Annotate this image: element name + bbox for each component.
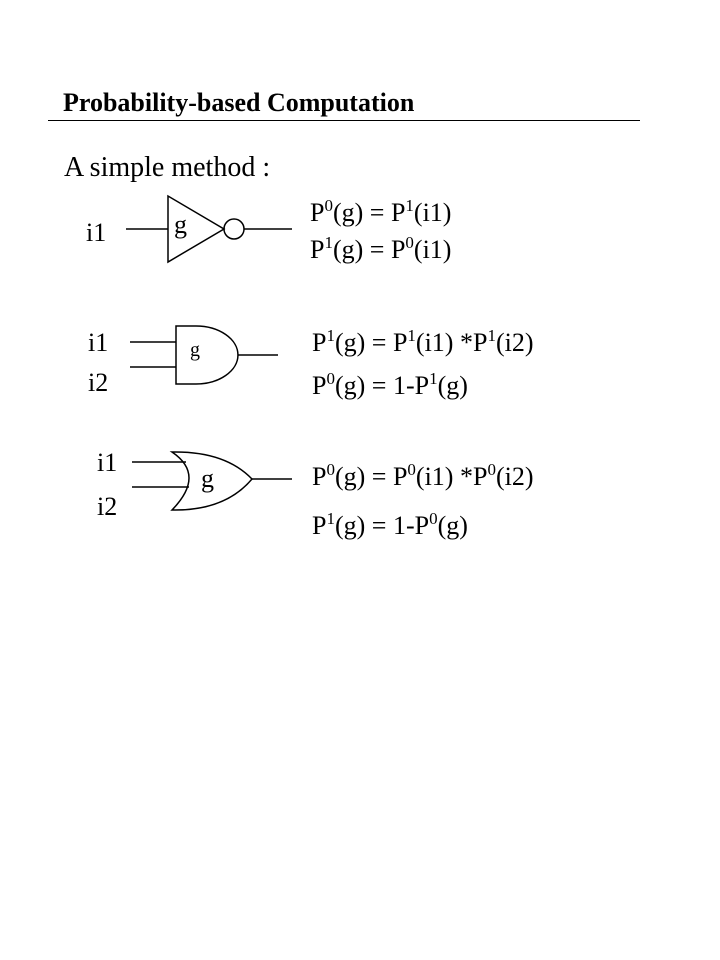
eq-term: P — [390, 198, 406, 227]
eq-superscript: 1 — [429, 369, 438, 388]
subtitle: A simple method : — [64, 152, 271, 183]
and-gate-equation-1 — [312, 326, 534, 357]
eq-term: (i1) — [413, 198, 452, 227]
eq-term: P — [472, 328, 488, 357]
eq-superscript: 0 — [429, 509, 438, 528]
not-gate-label: g — [174, 210, 187, 239]
eq-term: P — [312, 328, 327, 357]
eq-superscript: 1 — [326, 326, 335, 345]
and-gate-input2-label: i2 — [88, 368, 109, 397]
eq-term: P — [312, 371, 327, 400]
and-gate-equation-2 — [312, 369, 468, 400]
page-title: Probability-based Computation — [63, 88, 415, 117]
eq-term: P — [414, 511, 430, 540]
eq-superscript: 0 — [326, 460, 335, 479]
eq-superscript: 0 — [324, 196, 333, 215]
eq-term: P — [310, 198, 325, 227]
eq-superscript: 1 — [407, 326, 416, 345]
eq-superscript: 1 — [487, 326, 496, 345]
eq-term: (i2) — [495, 462, 534, 491]
eq-superscript: 1 — [326, 509, 335, 528]
eq-term: (g) = — [332, 235, 385, 264]
eq-superscript: 0 — [407, 460, 416, 479]
eq-superscript: 0 — [405, 233, 414, 252]
eq-term: (i2) — [495, 328, 534, 357]
eq-term: P — [414, 371, 430, 400]
not-gate-equation-2 — [310, 233, 452, 264]
eq-term: P — [392, 328, 408, 357]
not-gate — [126, 196, 292, 262]
and-gate-label: g — [190, 339, 200, 361]
or-gate-input2-label: i2 — [97, 492, 118, 521]
eq-term: (i1) — [413, 235, 452, 264]
and-gate — [130, 326, 278, 384]
eq-term: (g) = — [332, 198, 385, 227]
and-gate-input1-label: i1 — [88, 328, 109, 357]
and-gate-body — [176, 326, 238, 384]
eq-term: (g) = — [334, 462, 393, 491]
not-gate-input-label: i1 — [86, 218, 107, 247]
eq-superscript: 1 — [324, 233, 333, 252]
eq-term: (g) — [437, 511, 468, 540]
not-gate-equation-1 — [310, 196, 452, 227]
eq-superscript: 0 — [326, 369, 335, 388]
or-gate-equation-2 — [312, 509, 468, 540]
eq-term: (i1) * — [415, 462, 473, 491]
eq-term: (g) = 1- — [334, 511, 415, 540]
eq-term: (g) = — [334, 328, 393, 357]
eq-term: P — [312, 462, 327, 491]
eq-term: P — [472, 462, 488, 491]
eq-term: P — [390, 235, 406, 264]
or-gate-label: g — [201, 464, 214, 493]
eq-term: (g) — [437, 371, 468, 400]
eq-term: (g) = 1- — [334, 371, 415, 400]
or-gate-input1-label: i1 — [97, 448, 118, 477]
or-gate-equation-1 — [312, 460, 534, 491]
eq-term: P — [312, 511, 327, 540]
not-gate-bubble — [224, 219, 244, 239]
eq-superscript: 0 — [487, 460, 496, 479]
eq-term: P — [392, 462, 408, 491]
eq-term: P — [310, 235, 325, 264]
eq-term: (i1) * — [415, 328, 473, 357]
eq-superscript: 1 — [405, 196, 414, 215]
